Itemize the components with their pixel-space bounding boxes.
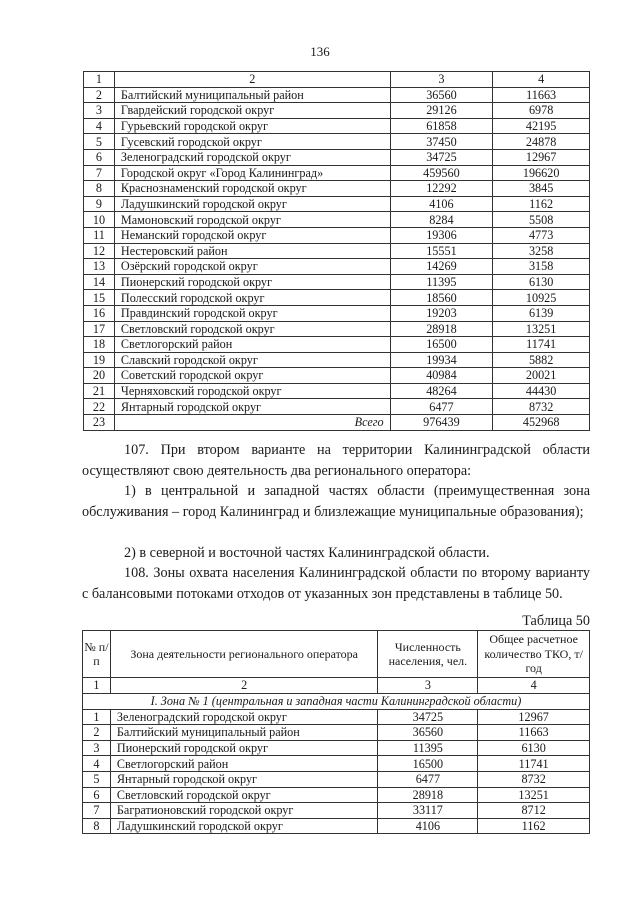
table-row [84, 274, 590, 290]
row-population: 8284 [390, 212, 493, 228]
table-row [84, 181, 590, 197]
row-population: 14269 [390, 259, 493, 275]
col-num-2: 2 [114, 72, 390, 88]
table-row [84, 368, 590, 384]
table-row [84, 259, 590, 275]
paragraph-108: 108. Зоны охвата населения Калининградской области по второму варианту с балансовыми потоками отходов от указанных зон представлены в таблице 50. [82, 565, 590, 602]
row-population: 6477 [390, 399, 493, 415]
row-population: 19306 [390, 227, 493, 243]
row-number: 15 [84, 290, 115, 306]
row-tko: 6130 [478, 740, 590, 756]
row-tko: 5882 [493, 352, 590, 368]
row-population: 28918 [378, 787, 478, 803]
row-tko: 6978 [493, 103, 590, 119]
section-row [83, 693, 590, 709]
row-tko: 11663 [478, 725, 590, 741]
row-name: Зеленоградский городской округ [110, 709, 378, 725]
table-row [84, 383, 590, 399]
header-tko: Общее расчетное количество ТКО, т/год [478, 631, 590, 678]
row-population: 34725 [378, 709, 478, 725]
row-number: 22 [84, 399, 115, 415]
row-number: 6 [83, 787, 111, 803]
row-number: 4 [84, 118, 115, 134]
table-row [83, 818, 590, 834]
row-tko: 1162 [478, 818, 590, 834]
row-name: Багратионовский городской округ [110, 803, 378, 819]
total-number: 23 [84, 415, 115, 431]
row-number: 7 [83, 803, 111, 819]
row-number: 19 [84, 352, 115, 368]
total-tko: 452968 [493, 415, 590, 431]
table-50 [82, 630, 590, 834]
table-row [84, 103, 590, 119]
paragraph-item-2: 2) в северной и восточной частях Калининградской области. [124, 545, 490, 561]
row-name: Полесский городской округ [114, 290, 390, 306]
row-population: 33117 [378, 803, 478, 819]
page-number: 136 [310, 44, 330, 59]
row-name: Мамоновский городской округ [114, 212, 390, 228]
row-number: 10 [84, 212, 115, 228]
table-row [83, 740, 590, 756]
row-population: 36560 [390, 87, 493, 103]
row-tko: 3845 [493, 181, 590, 197]
row-population: 29126 [390, 103, 493, 119]
total-population: 976439 [390, 415, 493, 431]
row-name: Пионерский городской округ [114, 274, 390, 290]
row-name: Неманский городской округ [114, 227, 390, 243]
total-row [84, 415, 590, 431]
row-population: 36560 [378, 725, 478, 741]
row-name: Советский городской округ [114, 368, 390, 384]
row-name: Гурьевский городской округ [114, 118, 390, 134]
row-population: 459560 [390, 165, 493, 181]
row-tko: 11741 [493, 337, 590, 353]
row-name: Балтийский муниципальный район [114, 87, 390, 103]
table-row [83, 787, 590, 803]
row-tko: 8732 [478, 771, 590, 787]
row-number: 8 [83, 818, 111, 834]
header-population: Численность населения, чел. [378, 631, 478, 678]
row-name: Пионерский городской округ [110, 740, 378, 756]
row-number: 7 [84, 165, 115, 181]
row-name: Гвардейский городской округ [114, 103, 390, 119]
row-number: 14 [84, 274, 115, 290]
row-tko: 44430 [493, 383, 590, 399]
row-name: Озёрский городской округ [114, 259, 390, 275]
row-tko: 13251 [493, 321, 590, 337]
row-number: 13 [84, 259, 115, 275]
row-population: 6477 [378, 771, 478, 787]
paragraph-item-1: 1) в центральной и западной частях области (преимущественная зона обслуживания – город Калининград и близлежащие муниципальные образования); [82, 483, 590, 520]
row-population: 4106 [390, 196, 493, 212]
row-tko: 11741 [478, 756, 590, 772]
row-name: Черняховский городской округ [114, 383, 390, 399]
row-name: Краснознаменский городской округ [114, 181, 390, 197]
row-population: 4106 [378, 818, 478, 834]
row-number: 21 [84, 383, 115, 399]
row-population: 40984 [390, 368, 493, 384]
row-tko: 24878 [493, 134, 590, 150]
table-row [84, 134, 590, 150]
row-population: 61858 [390, 118, 493, 134]
row-population: 37450 [390, 134, 493, 150]
row-tko: 196620 [493, 165, 590, 181]
table-header-row [83, 631, 590, 678]
table-row [84, 87, 590, 103]
row-tko: 6130 [493, 274, 590, 290]
table-row [84, 243, 590, 259]
row-name: Янтарный городской округ [114, 399, 390, 415]
row-name: Светлогорский район [114, 337, 390, 353]
row-name: Нестеровский район [114, 243, 390, 259]
row-tko: 20021 [493, 368, 590, 384]
row-name: Светлогорский район [110, 756, 378, 772]
row-number: 3 [83, 740, 111, 756]
row-population: 11395 [390, 274, 493, 290]
row-tko: 42195 [493, 118, 590, 134]
row-tko: 13251 [478, 787, 590, 803]
header-zone: Зона деятельности регионального оператора [110, 631, 378, 678]
table-caption: Таблица 50 [522, 613, 590, 629]
row-name: Светловский городской округ [114, 321, 390, 337]
section-title: I. Зона № 1 (центральная и западная части Калининградской области) [83, 693, 590, 709]
row-tko: 1162 [493, 196, 590, 212]
row-number: 6 [84, 149, 115, 165]
table-row [84, 118, 590, 134]
row-population: 18560 [390, 290, 493, 306]
row-population: 16500 [378, 756, 478, 772]
table-row [84, 165, 590, 181]
row-number: 20 [84, 368, 115, 384]
row-tko: 3258 [493, 243, 590, 259]
row-tko: 4773 [493, 227, 590, 243]
row-tko: 6139 [493, 305, 590, 321]
table-row [83, 771, 590, 787]
table-row [84, 212, 590, 228]
row-name: Балтийский муниципальный район [110, 725, 378, 741]
row-name: Ладушкинский городской округ [114, 196, 390, 212]
row-population: 19934 [390, 352, 493, 368]
row-tko: 5508 [493, 212, 590, 228]
row-name: Правдинский городской округ [114, 305, 390, 321]
row-number: 1 [83, 709, 111, 725]
table-row [84, 337, 590, 353]
row-number: 18 [84, 337, 115, 353]
row-population: 48264 [390, 383, 493, 399]
row-tko: 12967 [478, 709, 590, 725]
header-num: № п/п [83, 631, 111, 678]
col-num-2: 2 [110, 678, 378, 694]
row-number: 4 [83, 756, 111, 772]
row-number: 3 [84, 103, 115, 119]
table-row [84, 305, 590, 321]
row-number: 12 [84, 243, 115, 259]
row-name: Янтарный городской округ [110, 771, 378, 787]
row-number: 2 [83, 725, 111, 741]
col-num-3: 3 [390, 72, 493, 88]
row-tko: 8712 [478, 803, 590, 819]
table-row [83, 709, 590, 725]
row-number: 2 [84, 87, 115, 103]
row-number: 5 [83, 771, 111, 787]
row-number: 11 [84, 227, 115, 243]
row-name: Славский городской округ [114, 352, 390, 368]
table-row [84, 321, 590, 337]
row-population: 15551 [390, 243, 493, 259]
row-population: 34725 [390, 149, 493, 165]
table-row [83, 725, 590, 741]
row-population: 28918 [390, 321, 493, 337]
row-number: 5 [84, 134, 115, 150]
column-number-row [84, 72, 590, 88]
row-number: 17 [84, 321, 115, 337]
row-name: Городской округ «Город Калининград» [114, 165, 390, 181]
row-tko: 10925 [493, 290, 590, 306]
row-name: Зеленоградский городской округ [114, 149, 390, 165]
row-tko: 11663 [493, 87, 590, 103]
row-number: 9 [84, 196, 115, 212]
table-row [83, 756, 590, 772]
table-row [84, 290, 590, 306]
row-tko: 8732 [493, 399, 590, 415]
total-label: Всего [114, 415, 390, 431]
municipal-waste-table-continued [83, 71, 590, 431]
row-population: 12292 [390, 181, 493, 197]
table-row [84, 227, 590, 243]
row-name: Ладушкинский городской округ [110, 818, 378, 834]
row-number: 16 [84, 305, 115, 321]
paragraph-107: 107. При втором варианте на территории Калининградской области осуществляют свою деятельность два регионального оператора: [82, 442, 590, 479]
row-tko: 12967 [493, 149, 590, 165]
row-number: 8 [84, 181, 115, 197]
table-row [84, 149, 590, 165]
col-num-1: 1 [84, 72, 115, 88]
col-num-4: 4 [478, 678, 590, 694]
col-num-1: 1 [83, 678, 111, 694]
row-tko: 3158 [493, 259, 590, 275]
col-num-3: 3 [378, 678, 478, 694]
col-num-4: 4 [493, 72, 590, 88]
row-population: 11395 [378, 740, 478, 756]
table-row [84, 196, 590, 212]
table-row [84, 352, 590, 368]
column-number-row [83, 678, 590, 694]
table-row [83, 803, 590, 819]
row-population: 16500 [390, 337, 493, 353]
row-name: Светловский городской округ [110, 787, 378, 803]
row-name: Гусевский городской округ [114, 134, 390, 150]
table-row [84, 399, 590, 415]
row-population: 19203 [390, 305, 493, 321]
